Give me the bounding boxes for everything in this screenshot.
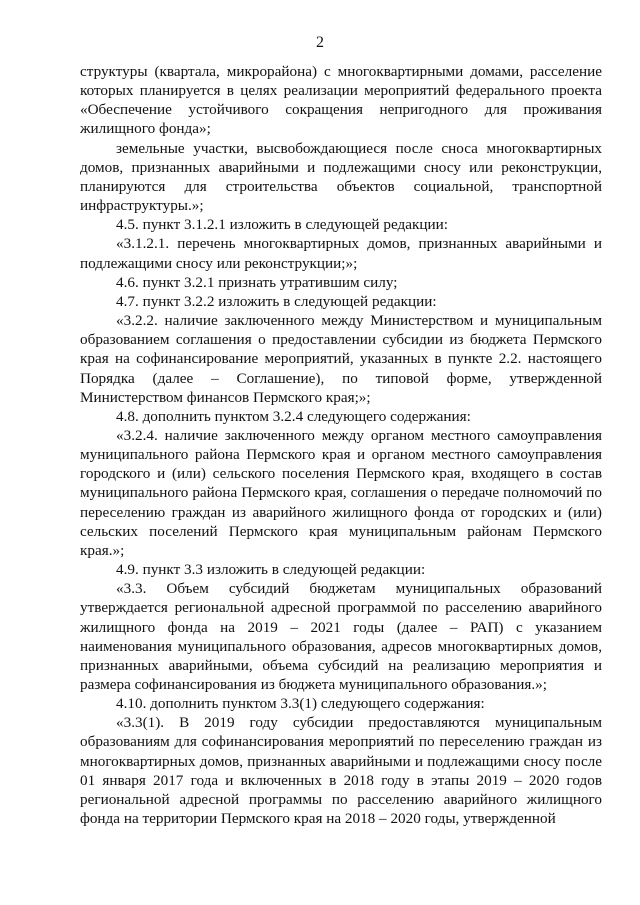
paragraph-10: 4.9. пункт 3.3 изложить в следующей редакции:	[116, 561, 426, 579]
paragraph-13: «3.3(1). В 2019 году субсидии предоставляются муниципальным образованиям для софинансирования мероприятий по переселению граждан из многоквартирных домов, признанных аварийными и подлежащими сносу после 01 января 2017 года и включенных в 2018 году в этапы 2019 – 2020 годов региональной адресной программы по расселению аварийного жилищного фонда на территории Пермского края на 2018 – 2020 годы, утвержденной	[80, 714, 602, 828]
paragraph-1: структуры (квартала, микрорайона) с многоквартирными домами, расселение которых планируется в целях реализации мероприятий федерального проекта «Обеспечение устойчивого сокращения непригодного для проживания жилищного фонда»;	[80, 63, 602, 138]
page-number: 2	[316, 34, 324, 51]
paragraph-11: «3.3. Объем субсидий бюджетам муниципальных образований утверждается региональной адресной программой по расселению аварийного жилищного фонда на 2019 – 2021 годы (далее – РАП) с указанием наименования муниципального образования, адресов многоквартирных домов, признанных аварийными, объема субсидий на реализацию мероприятия и размера софинансирования из бюджета муниципального образования.»;	[80, 580, 602, 693]
paragraph-2: земельные участки, высвобождающиеся после сноса многоквартирных домов, признанных аварийными и подлежащими сносу или реконструкции, планируются для строительства объектов социальной, транспортной инфраструктуры.»;	[80, 139, 602, 215]
document-body	[80, 62, 602, 828]
paragraph-6: 4.7. пункт 3.2.2 изложить в следующей редакции:	[116, 292, 437, 310]
paragraph-8: 4.8. дополнить пунктом 3.2.4 следующего содержания:	[116, 407, 471, 425]
paragraph-9: «3.2.4. наличие заключенного между органом местного самоуправления муниципального района Пермского края и органом местного самоуправления городского и (или) сельского поселения Пермского края, входящего в состав муниципального района Пермского края, соглашения о передаче полномочий по переселению граждан из аварийного жилищного фонда от городских и (или) сельских поселений Пермского края муниципальным районам Пермского края.»;	[80, 426, 602, 559]
paragraph-3: 4.5. пункт 3.1.2.1 изложить в следующей редакции:	[116, 216, 448, 234]
paragraph-7: «3.2.2. наличие заключенного между Министерством и муниципальным образованием соглашения о предоставлении субсидии из бюджета Пермского края на софинансирование мероприятий, указанных в пункте 2.2. настоящего Порядка (далее – Соглашение), по типовой форме, утвержденной Министерством финансов Пермского края;»;	[80, 312, 602, 406]
paragraph-4: «3.1.2.1. перечень многоквартирных домов, признанных аварийными и подлежащими сносу или реконструкции;»;	[80, 235, 602, 272]
paragraph-5: 4.6. пункт 3.2.1 признать утратившим силу;	[116, 273, 398, 291]
paragraph-12: 4.10. дополнить пунктом 3.3(1) следующего содержания:	[116, 695, 485, 713]
